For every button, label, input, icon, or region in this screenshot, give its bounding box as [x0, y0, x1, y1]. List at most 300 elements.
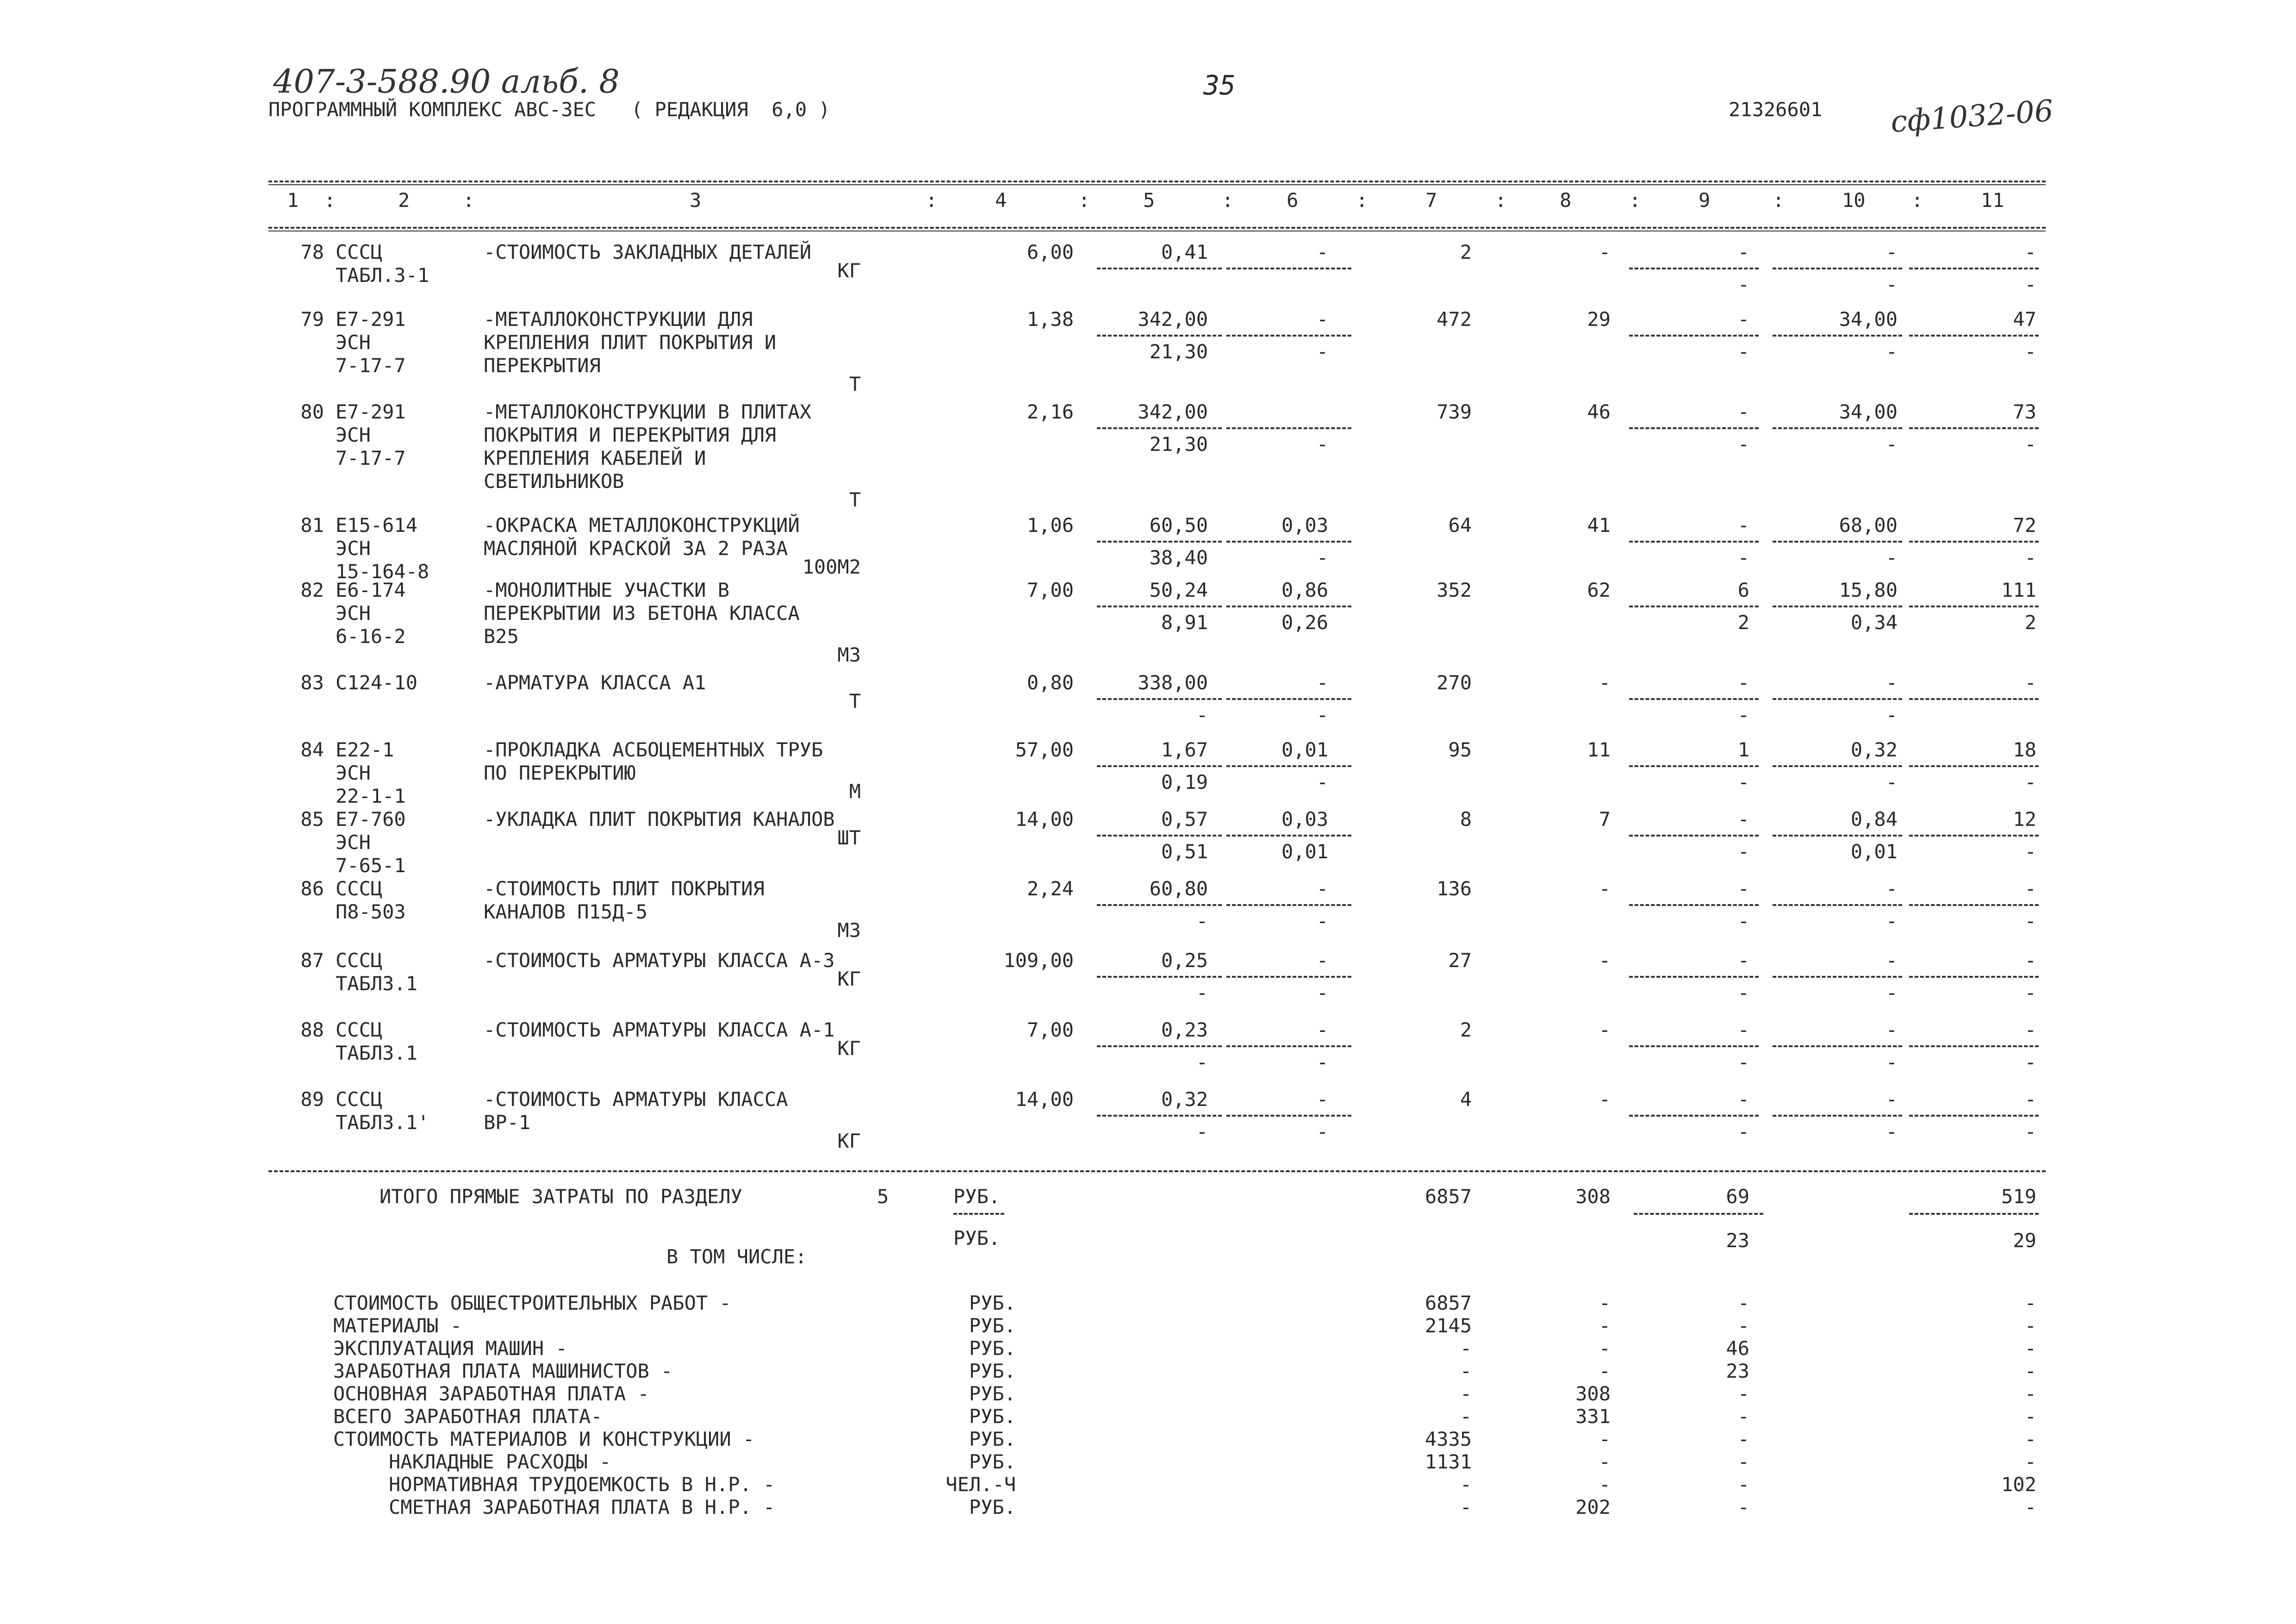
cost-divider	[1097, 765, 1222, 767]
total-unit: РУБ.	[953, 1185, 1001, 1208]
breakdown-col7: 2145	[1425, 1314, 1472, 1337]
cost-divider	[1097, 268, 1222, 269]
row-number: 85	[300, 808, 324, 831]
total-col7: 6857	[1425, 1185, 1472, 1208]
machine-cost: -	[1316, 671, 1328, 694]
total-cost: 95	[1448, 738, 1472, 761]
unit-cost-wages: -	[1196, 704, 1208, 726]
machine-cost: -	[1316, 241, 1328, 263]
cost-divider	[1773, 268, 1902, 269]
rate-code: Е15-614	[336, 514, 418, 537]
breakdown-unit: РУБ.	[969, 1428, 1016, 1450]
rate-code: ЭСН	[336, 424, 371, 446]
row-number: 84	[300, 738, 324, 761]
cost-divider	[1909, 904, 2039, 906]
breakdown-col7: 4335	[1425, 1428, 1472, 1450]
breakdown-col8: 202	[1575, 1496, 1611, 1518]
labor-total-machinists: -	[2024, 433, 2036, 456]
labor-norm: -	[1885, 241, 1898, 263]
breakdown-col11: -	[2024, 1496, 2036, 1518]
labor-norm: 15,80	[1839, 579, 1898, 601]
album-reference: 407-3-588.90 альб. 8	[273, 62, 620, 100]
quantity: 1,06	[1027, 514, 1074, 537]
machine-wages: -	[1316, 1120, 1328, 1143]
work-description: В25	[484, 625, 519, 648]
breakdown-label: НОРМАТИВНАЯ ТРУДОЕМКОСТЬ В Н.Р. -	[389, 1473, 775, 1496]
total-machine-wages: -	[1737, 1120, 1749, 1143]
work-description: ПЕРЕКРЫТИИ ИЗ БЕТОНА КЛАССА	[484, 602, 800, 625]
breakdown-col8: -	[1599, 1292, 1611, 1314]
total-machine-wages: -	[1737, 840, 1749, 863]
total-col11: 519	[2001, 1185, 2036, 1208]
cost-divider	[1097, 904, 1222, 906]
unit-cost-wages: -	[1196, 910, 1208, 932]
cost-divider	[1773, 835, 1902, 837]
rate-code: ТАБЛ3.1	[336, 1042, 418, 1064]
quantity: 2,16	[1027, 400, 1074, 423]
column-header-5: 5	[1143, 189, 1155, 212]
column-separator: :	[1773, 189, 1785, 212]
total-col11-rule	[1909, 1213, 2039, 1215]
cost-divider	[1629, 606, 1759, 607]
rate-code: Е7-760	[336, 808, 406, 831]
total-col11-b: 29	[2013, 1229, 2036, 1252]
column-header-3: 3	[690, 189, 702, 212]
total-unit-rule	[953, 1213, 1004, 1215]
unit-cost-total: 0,32	[1161, 1088, 1208, 1111]
column-header-7: 7	[1425, 189, 1437, 212]
labor-norm-machinists: -	[1885, 1051, 1898, 1074]
rate-code: 22-1-1	[336, 785, 406, 807]
rate-code: 15-164-8	[336, 560, 429, 583]
quantity: 14,00	[1015, 808, 1074, 831]
unit-cost-total: 342,00	[1138, 308, 1208, 331]
row-number: 89	[300, 1088, 324, 1111]
breakdown-col11: -	[2024, 1292, 2036, 1314]
total-cost: 739	[1437, 400, 1472, 423]
total-machines: -	[1737, 241, 1749, 263]
machine-cost: -	[1316, 308, 1328, 331]
labor-norm: 0,32	[1850, 738, 1898, 761]
cost-divider	[1773, 606, 1902, 607]
work-description: СВЕТИЛЬНИКОВ	[484, 470, 624, 493]
labor-norm: 34,00	[1839, 308, 1898, 331]
total-wages: 29	[1587, 308, 1611, 331]
rate-code: СССЦ	[336, 877, 383, 900]
breakdown-col11: -	[2024, 1314, 2036, 1337]
column-separator: :	[1495, 189, 1507, 212]
breakdown-col7: -	[1460, 1473, 1472, 1496]
column-separator: :	[1078, 189, 1090, 212]
total-col9-b: 23	[1726, 1229, 1749, 1252]
rate-code: Е7-291	[336, 400, 406, 423]
labor-norm: -	[1885, 949, 1898, 972]
labor-norm: 0,84	[1850, 808, 1898, 831]
breakdown-unit: ЧЕЛ.-Ч	[946, 1473, 1016, 1496]
row-number: 83	[300, 671, 324, 694]
total-wages: 41	[1587, 514, 1611, 537]
column-separator: :	[1629, 189, 1641, 212]
machine-wages: -	[1316, 910, 1328, 932]
unit-of-measure: КГ	[837, 1037, 861, 1060]
total-wages: -	[1599, 1018, 1611, 1041]
cost-divider	[1629, 835, 1759, 837]
cost-divider	[1629, 541, 1759, 543]
total-machine-wages: 2	[1737, 611, 1749, 634]
unit-cost-total: 0,41	[1161, 241, 1208, 263]
unit-cost-wages: -	[1196, 1120, 1208, 1143]
labor-norm-machinists: -	[1885, 910, 1898, 932]
column-header-4: 4	[995, 189, 1007, 212]
unit-of-measure: Т	[849, 690, 861, 712]
work-description: ПО ПЕРЕКРЫТИЮ	[484, 762, 636, 784]
column-header-8: 8	[1560, 189, 1572, 212]
total-cost: 2	[1460, 241, 1472, 263]
column-header-11: 11	[1981, 189, 2004, 212]
cost-divider	[1773, 765, 1902, 767]
breakdown-col11: -	[2024, 1337, 2036, 1360]
labor-total: -	[2024, 671, 2036, 694]
total-wages: -	[1599, 241, 1611, 263]
breakdown-unit: РУБ.	[969, 1450, 1016, 1473]
cost-divider	[1097, 427, 1222, 429]
work-description: -СТОИМОСТЬ АРМАТУРЫ КЛАССА	[484, 1088, 788, 1111]
unit-cost-wages: -	[1196, 1051, 1208, 1074]
labor-norm-machinists: -	[1885, 981, 1898, 1004]
rate-code: 7-17-7	[336, 354, 406, 377]
breakdown-col11: -	[2024, 1405, 2036, 1428]
unit-of-measure: ШТ	[837, 826, 861, 849]
labor-total: -	[2024, 1018, 2036, 1041]
total-machine-wages: -	[1737, 546, 1749, 569]
including-label: В ТОМ ЧИСЛЕ:	[666, 1245, 807, 1268]
unit-cost-wages: 0,51	[1161, 840, 1208, 863]
total-cost: 136	[1437, 877, 1472, 900]
cost-divider	[1909, 268, 2039, 269]
total-wages: -	[1599, 949, 1611, 972]
machine-wages: -	[1316, 433, 1328, 456]
unit-of-measure: Т	[849, 488, 861, 511]
unit-of-measure: Т	[849, 373, 861, 395]
rate-code: ТАБЛ3.1'	[336, 1111, 429, 1134]
row-number: 79	[300, 308, 324, 331]
breakdown-col7: -	[1460, 1382, 1472, 1405]
row-number: 78	[300, 241, 324, 263]
unit-cost-total: 0,23	[1161, 1018, 1208, 1041]
header-rule-top	[268, 181, 2046, 182]
unit-cost-wages: 8,91	[1161, 611, 1208, 634]
rate-code: ТАБЛ.3-1	[336, 264, 429, 287]
cost-divider	[1909, 335, 2039, 337]
labor-total: -	[2024, 949, 2036, 972]
labor-total-machinists: -	[2024, 910, 2036, 932]
quantity: 109,00	[1003, 949, 1074, 972]
machine-cost: 0,03	[1281, 808, 1328, 831]
column-separator: :	[926, 189, 938, 212]
rate-code: СССЦ	[336, 241, 383, 263]
breakdown-label: ОСНОВНАЯ ЗАРАБОТНАЯ ПЛАТА -	[333, 1382, 649, 1405]
sheet-code: сф1032-06	[1889, 94, 2055, 140]
breakdown-col9: -	[1737, 1428, 1749, 1450]
breakdown-col7: -	[1460, 1405, 1472, 1428]
cost-divider	[1097, 698, 1222, 700]
rate-code: ЭСН	[336, 331, 371, 354]
breakdown-col8: -	[1599, 1360, 1611, 1382]
breakdown-label: ЭКСПЛУАТАЦИЯ МАШИН -	[333, 1337, 567, 1360]
total-machines: 1	[1737, 738, 1749, 761]
unit-cost-wages: 21,30	[1149, 340, 1208, 363]
breakdown-col7: -	[1460, 1496, 1472, 1518]
total-label: ИТОГО ПРЯМЫЕ ЗАТРАТЫ ПО РАЗДЕЛУ	[380, 1185, 742, 1208]
machine-cost: 0,03	[1281, 514, 1328, 537]
cost-divider	[1909, 698, 2039, 700]
machine-wages: -	[1316, 981, 1328, 1004]
unit-of-measure: М	[849, 780, 861, 803]
machine-wages: 0,26	[1281, 611, 1328, 634]
rate-code: ЭСН	[336, 537, 371, 560]
machine-cost: -	[1316, 877, 1328, 900]
total-machine-wages: -	[1737, 704, 1749, 726]
work-description: -МОНОЛИТНЫЕ УЧАСТКИ В	[484, 579, 730, 601]
work-description: КРЕПЛЕНИЯ ПЛИТ ПОКРЫТИЯ И	[484, 331, 777, 354]
row-number: 81	[300, 514, 324, 537]
unit-cost-total: 60,50	[1149, 514, 1208, 537]
breakdown-col7: 1131	[1425, 1450, 1472, 1473]
quantity: 0,80	[1027, 671, 1074, 694]
rate-code: ЭСН	[336, 602, 371, 625]
labor-total-machinists: 2	[2024, 611, 2036, 634]
labor-norm-machinists: -	[1885, 273, 1898, 296]
cost-divider	[1226, 835, 1351, 837]
labor-norm: -	[1885, 671, 1898, 694]
column-header-2: 2	[398, 189, 410, 212]
breakdown-label: СТОИМОСТЬ МАТЕРИАЛОВ И КОНСТРУКЦИИ -	[333, 1428, 755, 1450]
labor-norm: -	[1885, 1018, 1898, 1041]
cost-divider	[1629, 335, 1759, 337]
cost-divider	[1909, 1115, 2039, 1117]
unit-cost-total: 0,25	[1161, 949, 1208, 972]
total-machines: -	[1737, 400, 1749, 423]
rate-code: 6-16-2	[336, 625, 406, 648]
work-description: МАСЛЯНОЙ КРАСКОЙ ЗА 2 РАЗА	[484, 537, 788, 560]
cost-divider	[1909, 427, 2039, 429]
machine-wages: -	[1316, 546, 1328, 569]
work-description: -ОКРАСКА МЕТАЛЛОКОНСТРУКЦИЙ	[484, 514, 800, 537]
labor-total: 111	[2001, 579, 2036, 601]
breakdown-unit: РУБ.	[969, 1360, 1016, 1382]
labor-total-machinists: -	[2024, 840, 2036, 863]
unit-of-measure: КГ	[837, 968, 861, 990]
unit-of-measure: КГ	[837, 1130, 861, 1152]
rate-code: ТАБЛ3.1	[336, 972, 418, 995]
cost-divider	[1226, 606, 1351, 607]
labor-norm: 68,00	[1839, 514, 1898, 537]
quantity: 57,00	[1015, 738, 1074, 761]
breakdown-unit: РУБ.	[969, 1496, 1016, 1518]
total-machine-wages: -	[1737, 981, 1749, 1004]
cost-divider	[1629, 1045, 1759, 1047]
cost-divider	[1097, 976, 1222, 978]
breakdown-col9: -	[1737, 1292, 1749, 1314]
total-cost: 27	[1448, 949, 1472, 972]
total-cost: 64	[1448, 514, 1472, 537]
unit-cost-total: 338,00	[1138, 671, 1208, 694]
rate-code: Е22-1	[336, 738, 394, 761]
total-col9-rule	[1634, 1213, 1763, 1215]
column-separator: :	[1222, 189, 1234, 212]
work-description: КРЕПЛЕНИЯ КАБЕЛЕЙ И	[484, 447, 706, 469]
work-description: КАНАЛОВ П15Д-5	[484, 900, 648, 923]
column-separator: :	[1356, 189, 1368, 212]
rate-code: С124-10	[336, 671, 418, 694]
cost-divider	[1226, 904, 1351, 906]
total-wages: 46	[1587, 400, 1611, 423]
cost-divider	[1773, 541, 1902, 543]
column-header-10: 10	[1842, 189, 1866, 212]
total-cost: 270	[1437, 671, 1472, 694]
total-wages: -	[1599, 671, 1611, 694]
machine-cost: -	[1316, 949, 1328, 972]
total-machine-wages: -	[1737, 910, 1749, 932]
breakdown-col9: -	[1737, 1473, 1749, 1496]
labor-norm-machinists: -	[1885, 1120, 1898, 1143]
total-machines: -	[1737, 949, 1749, 972]
labor-total-machinists: -	[2024, 340, 2036, 363]
breakdown-col11: -	[2024, 1360, 2036, 1382]
total-machines: -	[1737, 1018, 1749, 1041]
cost-divider	[1773, 976, 1902, 978]
labor-total: -	[2024, 1088, 2036, 1111]
rate-code: Е6-174	[336, 579, 406, 601]
breakdown-col11: -	[2024, 1428, 2036, 1450]
total-wages: -	[1599, 877, 1611, 900]
breakdown-col9: -	[1737, 1496, 1749, 1518]
machine-wages: -	[1316, 771, 1328, 793]
unit-cost-wages: -	[1196, 981, 1208, 1004]
breakdown-col8: -	[1599, 1428, 1611, 1450]
cost-divider	[1629, 976, 1759, 978]
total-wages: 62	[1587, 579, 1611, 601]
cost-divider	[1773, 1045, 1902, 1047]
quantity: 6,00	[1027, 241, 1074, 263]
rate-code: П8-503	[336, 900, 406, 923]
total-machine-wages: -	[1737, 273, 1749, 296]
quantity: 7,00	[1027, 579, 1074, 601]
machine-cost: -	[1316, 1088, 1328, 1111]
total-wages: -	[1599, 1088, 1611, 1111]
cost-divider	[1226, 335, 1351, 337]
labor-total-machinists: -	[2024, 273, 2036, 296]
breakdown-label: НАКЛАДНЫЕ РАСХОДЫ -	[389, 1450, 611, 1473]
labor-norm: -	[1885, 1088, 1898, 1111]
breakdown-label: МАТЕРИАЛЫ -	[333, 1314, 462, 1337]
header-rule-bottom	[268, 227, 2046, 229]
work-description: -МЕТАЛЛОКОНСТРУКЦИИ ДЛЯ	[484, 308, 753, 331]
work-description: -СТОИМОСТЬ АРМАТУРЫ КЛАССА А-3	[484, 949, 835, 972]
breakdown-unit: РУБ.	[969, 1292, 1016, 1314]
work-description: ПЕРЕКРЫТИЯ	[484, 354, 601, 377]
breakdown-col8: -	[1599, 1450, 1611, 1473]
cost-divider	[1226, 268, 1351, 269]
work-description: -МЕТАЛЛОКОНСТРУКЦИИ В ПЛИТАХ	[484, 400, 812, 423]
cost-divider	[1629, 1115, 1759, 1117]
labor-norm: 34,00	[1839, 400, 1898, 423]
total-machines: -	[1737, 877, 1749, 900]
column-header-1: 1	[287, 189, 299, 212]
total-machines: -	[1737, 514, 1749, 537]
cost-divider	[1226, 1115, 1351, 1117]
unit-cost-wages: 0,19	[1161, 771, 1208, 793]
machine-wages: -	[1316, 340, 1328, 363]
breakdown-col11: -	[2024, 1450, 2036, 1473]
unit-of-measure: 100М2	[802, 556, 861, 578]
rate-code: СССЦ	[336, 949, 383, 972]
page-number: 35	[1203, 69, 1236, 101]
machine-wages: 0,01	[1281, 840, 1328, 863]
cost-divider	[1097, 606, 1222, 607]
work-description: -СТОИМОСТЬ ЗАКЛАДНЫХ ДЕТАЛЕЙ	[484, 241, 812, 263]
labor-norm-machinists: -	[1885, 340, 1898, 363]
cost-divider	[1773, 904, 1902, 906]
cost-divider	[1226, 427, 1351, 429]
quantity: 14,00	[1015, 1088, 1074, 1111]
breakdown-col11: -	[2024, 1382, 2036, 1405]
rate-code: ЭСН	[336, 762, 371, 784]
breakdown-col9: 46	[1726, 1337, 1749, 1360]
labor-norm-machinists: 0,34	[1850, 611, 1898, 634]
cost-divider	[1773, 698, 1902, 700]
rate-code: ЭСН	[336, 831, 371, 854]
breakdown-label: ВСЕГО ЗАРАБОТНАЯ ПЛАТА-	[333, 1405, 603, 1428]
breakdown-unit: РУБ.	[969, 1337, 1016, 1360]
cost-divider	[1773, 335, 1902, 337]
unit-of-measure: КГ	[837, 259, 861, 282]
total-cost: 472	[1437, 308, 1472, 331]
total-machines: 6	[1737, 579, 1749, 601]
breakdown-col9: -	[1737, 1405, 1749, 1428]
labor-total-machinists: -	[2024, 981, 2036, 1004]
labor-norm-machinists: 0,01	[1850, 840, 1898, 863]
work-description: ПОКРЫТИЯ И ПЕРЕКРЫТИЯ ДЛЯ	[484, 424, 777, 446]
total-cost: 352	[1437, 579, 1472, 601]
breakdown-col7: -	[1460, 1337, 1472, 1360]
total-machines: -	[1737, 1088, 1749, 1111]
row-number: 82	[300, 579, 324, 601]
cost-divider	[1909, 765, 2039, 767]
labor-total: 12	[2013, 808, 2036, 831]
quantity: 7,00	[1027, 1018, 1074, 1041]
breakdown-col7: 6857	[1425, 1292, 1472, 1314]
work-description: -СТОИМОСТЬ АРМАТУРЫ КЛАССА А-1	[484, 1018, 835, 1041]
unit-cost-total: 0,57	[1161, 808, 1208, 831]
labor-norm-machinists: -	[1885, 546, 1898, 569]
unit-cost-total: 1,67	[1161, 738, 1208, 761]
cost-divider	[1097, 1115, 1222, 1117]
total-machines: -	[1737, 671, 1749, 694]
total-machine-wages: -	[1737, 433, 1749, 456]
machine-wages: -	[1316, 1051, 1328, 1074]
labor-total: 73	[2013, 400, 2036, 423]
cost-divider	[1773, 1115, 1902, 1117]
cost-divider	[1909, 976, 2039, 978]
cost-divider	[1097, 541, 1222, 543]
breakdown-col8: -	[1599, 1473, 1611, 1496]
labor-total: 18	[2013, 738, 2036, 761]
machine-cost: 0,86	[1281, 579, 1328, 601]
column-header-6: 6	[1287, 189, 1299, 212]
total-cost: 2	[1460, 1018, 1472, 1041]
labor-norm-machinists: -	[1885, 771, 1898, 793]
